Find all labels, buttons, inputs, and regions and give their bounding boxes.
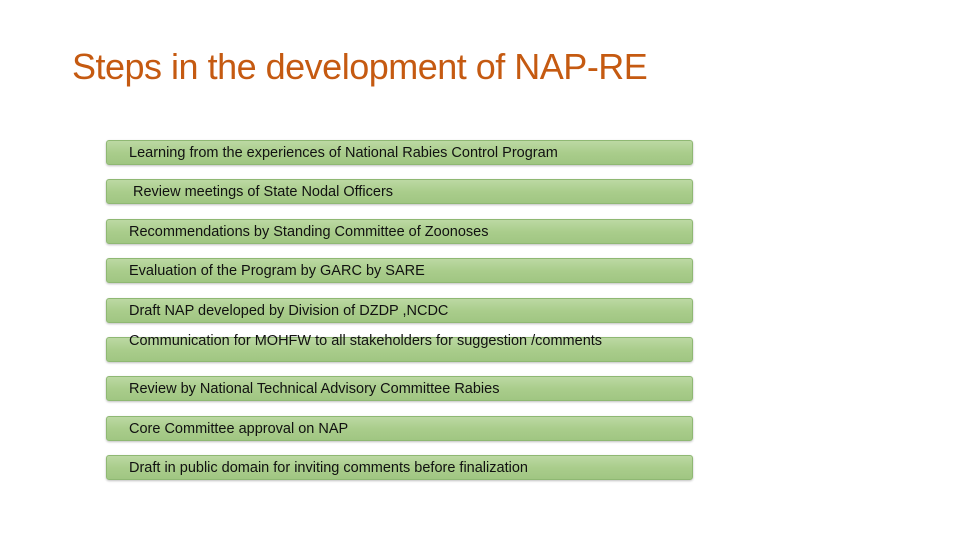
- step-box: [106, 455, 693, 480]
- slide-title: Steps in the development of NAP-RE: [72, 46, 648, 87]
- step-label: Core Committee approval on NAP: [129, 420, 349, 437]
- step-box: [106, 332, 693, 362]
- step-label: Draft in public domain for inviting comments before finalization: [129, 460, 528, 477]
- step-label: Communication for MOHFW to all stakeholders for suggestion /comments: [129, 332, 603, 349]
- step-box: [106, 298, 693, 323]
- step-box: [106, 179, 693, 204]
- step-box: [106, 258, 693, 283]
- step-label: Review by National Technical Advisory Committee Rabies: [129, 381, 500, 398]
- step-box: [106, 416, 693, 441]
- step-label: Evaluation of the Program by GARC by SARE: [129, 263, 425, 280]
- step-box: [106, 376, 693, 401]
- steps-list: [106, 140, 693, 495]
- step-label: Learning from the experiences of National Rabies Control Program: [129, 145, 558, 161]
- step-box: [106, 140, 693, 165]
- step-label: Review meetings of State Nodal Officers: [133, 184, 394, 201]
- step-label: Recommendations by Standing Committee of Zoonoses: [129, 223, 489, 240]
- step-label: Draft NAP developed by Division of DZDP ,NCDC: [129, 302, 449, 319]
- step-box: [106, 219, 693, 244]
